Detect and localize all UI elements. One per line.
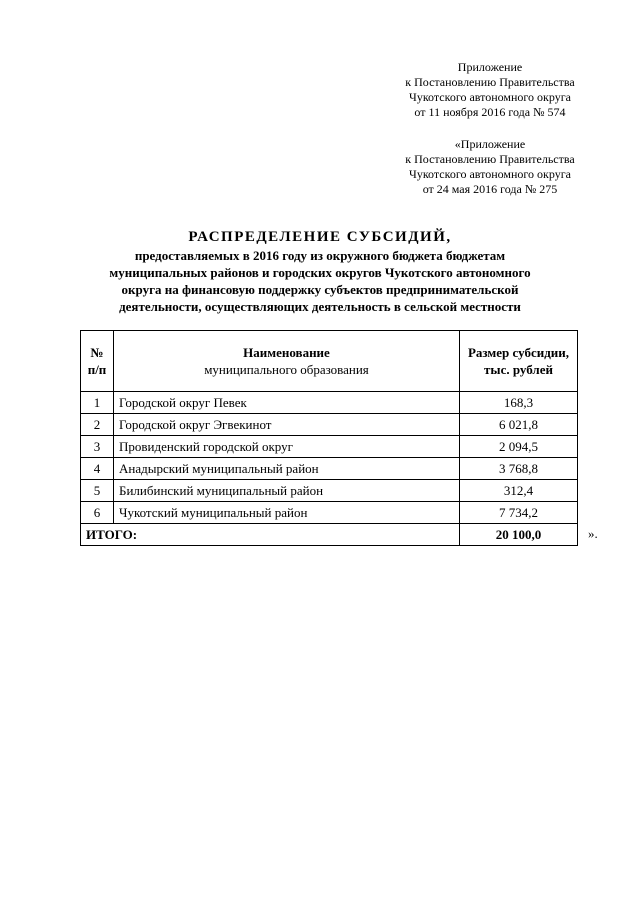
title-subtitle [60,247,580,315]
header-municipality-line1: Наименование [243,345,330,360]
header-number: № п/п [81,331,114,392]
row-number: 6 [81,502,114,524]
row-number: 2 [81,414,114,436]
table-row [81,458,578,480]
table-row [81,414,578,436]
row-municipality: Чукотский муниципальный район [114,502,460,524]
annex-header-previous [370,137,610,197]
table-header-row [81,331,578,392]
row-amount: 6 021,8 [460,414,578,436]
subtitle-line: округа на финансовую поддержку субъектов предпринимательской [121,282,519,297]
annex-line: Чукотского автономного округа [409,167,571,181]
row-number: 1 [81,392,114,414]
subtitle-line: муниципальных районов и городских округов Чукотского автономного [109,265,531,280]
annex-header-current [370,60,610,120]
subtitle-line: предоставляемых в 2016 году из окружного бюджета бюджетам [134,248,506,263]
row-number: 5 [81,480,114,502]
header-subsidy-amount: Размер субсидии, тыс. рублей [460,331,578,392]
row-amount: 168,3 [460,392,578,414]
annex-line: к Постановлению Правительства [405,75,575,89]
annex-line: от 24 мая 2016 года № 275 [422,182,558,196]
header-municipality [114,331,460,392]
row-municipality: Провиденский городской округ [114,436,460,458]
annex-line: к Постановлению Правительства [405,152,575,166]
row-municipality: Городской округ Эгвекинот [114,414,460,436]
row-amount: 3 768,8 [460,458,578,480]
annex-line: Приложение [457,60,523,74]
row-amount: 7 734,2 [460,502,578,524]
closing-quote: ». [588,526,598,541]
annex-line: «Приложение [454,137,526,151]
total-label: ИТОГО: [81,524,460,546]
row-municipality: Анадырский муниципальный район [114,458,460,480]
row-municipality: Городской округ Певек [114,392,460,414]
row-number: 3 [81,436,114,458]
table-row [81,502,578,524]
table-total-row [81,524,578,546]
row-amount: 312,4 [460,480,578,502]
table-row [81,436,578,458]
subsidy-table [80,330,578,546]
subsidy-table-container [80,330,578,546]
row-amount: 2 094,5 [460,436,578,458]
subtitle-line: деятельности, осуществляющих деятельность в сельской местности [119,299,521,314]
row-municipality: Билибинский муниципальный район [114,480,460,502]
row-number: 4 [81,458,114,480]
annex-line: Чукотского автономного округа [409,90,571,104]
header-municipality-line2: муниципального образования [204,362,369,377]
table-row [81,392,578,414]
total-amount: 20 100,0 [460,524,578,546]
document-title [60,228,580,315]
table-row [81,480,578,502]
annex-line: от 11 ноября 2016 года № 574 [414,105,566,119]
title-main: РАСПРЕДЕЛЕНИЕ СУБСИДИЙ, [188,229,452,245]
